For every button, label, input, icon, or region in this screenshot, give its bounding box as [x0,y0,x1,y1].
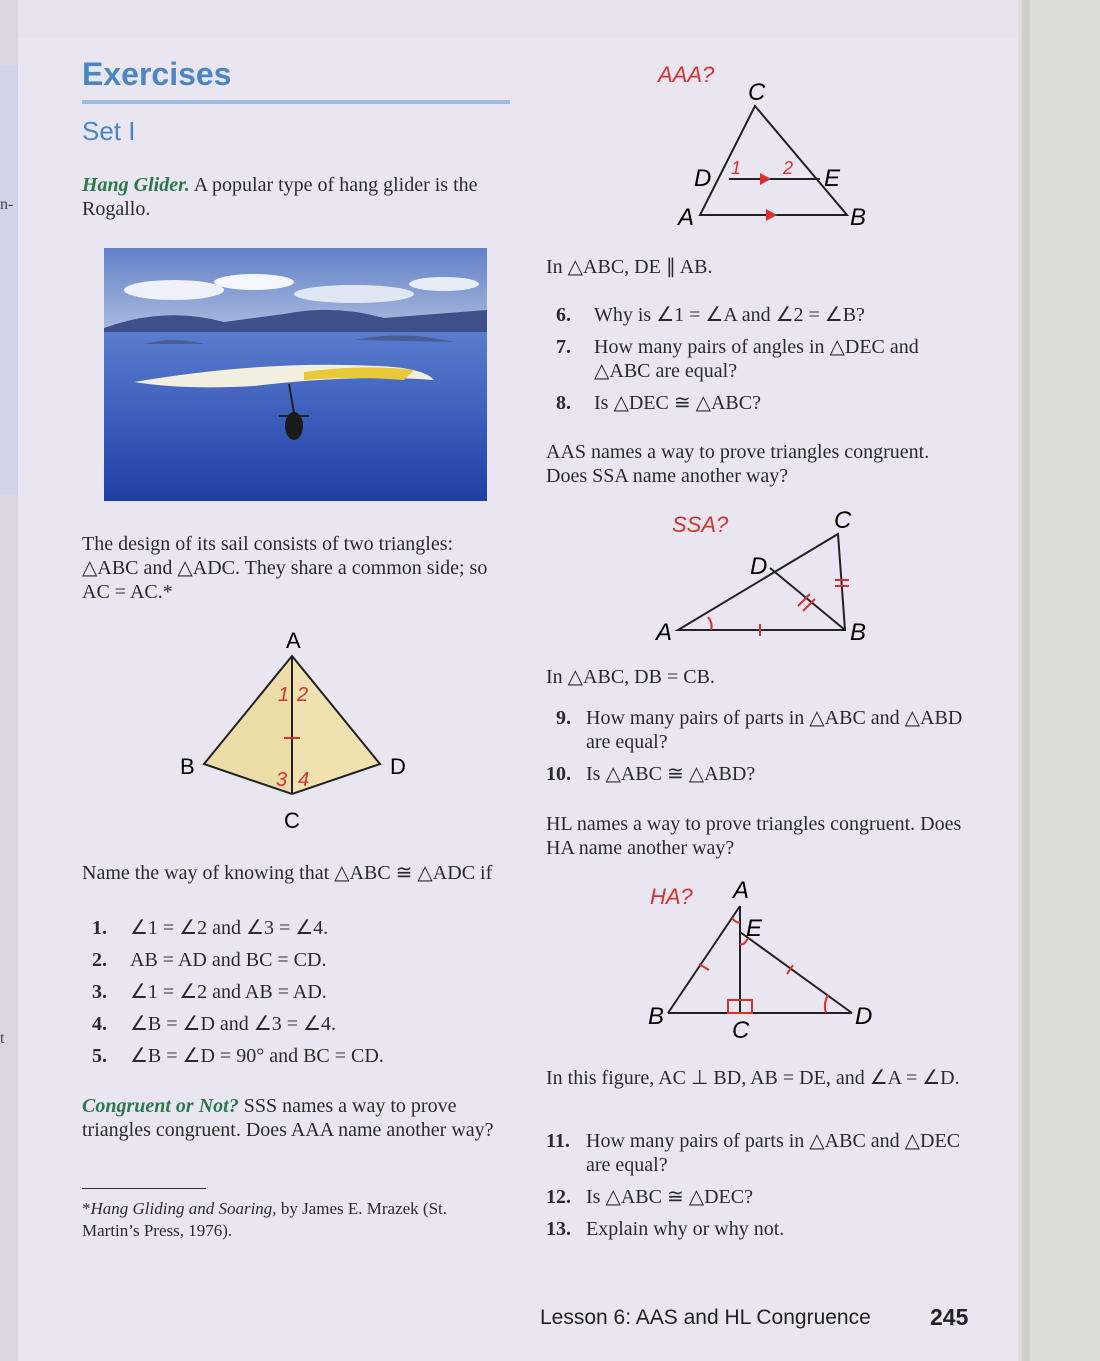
exercise-number: 11. [546,1130,570,1152]
ha-vertex-c: C [732,1017,750,1044]
ha-vertex-b: B [648,1003,665,1030]
exercise-text: Is △ABC ≅ △ABD? [586,763,756,785]
right-page-edge [1018,0,1100,1361]
angle-label-2: 2 [297,684,309,706]
exercise-text: Why is ∠1 = ∠A and ∠2 = ∠B? [594,304,865,326]
hl-paragraph: HL names a way to prove triangles congruent. Does HA name another way? [546,813,962,859]
kite-label-a: A [286,628,301,653]
aaa-diagram [640,56,880,236]
congruent-text: SSS names a way to prove triangles congruent. Does AAA name another way? [82,1095,494,1141]
ssa-caption: In △ABC, DB = CB. [546,666,715,688]
exercise-text: AB = AD and BC = CD. [130,949,327,971]
hang-glider-lead: Hang Glider. [82,174,190,196]
margin-fragment: t [0,1030,5,1047]
kite-label-b: B [180,754,195,779]
ssa-diagram [650,502,890,652]
exercise-number: 9. [556,707,571,729]
lesson-footer: Lesson 6: AAS and HL Congruence [540,1306,871,1329]
section-heading: Exercises [82,56,232,92]
exercise-text: How many pairs of angles in △DEC and △ABC are equal? [594,336,919,382]
page-number: 245 [930,1304,969,1330]
ssa-vertex-d: D [750,553,768,580]
aaa-vertex-d: D [694,165,712,192]
angle-label-1: 1 [278,684,290,706]
exercise-text: ∠1 = ∠2 and ∠3 = ∠4. [130,917,329,939]
exercise-item [546,1217,976,1241]
aaa-angle-1: 1 [731,158,742,178]
exercise-number: 7. [556,336,571,358]
exercise-number: 1. [92,917,107,939]
aaa-angle-2: 2 [783,158,794,178]
exercise-text: How many pairs of parts in △ABC and △DEC are equal? [586,1130,961,1176]
exercise-number: 12. [546,1186,571,1208]
angle-label-3: 3 [276,769,288,791]
exercise-number: 2. [92,949,107,971]
aaa-vertex-a: A [678,204,695,231]
angle-label-4: 4 [298,769,310,791]
exercise-item [92,1044,512,1068]
sail-paragraph: The design of its sail consists of two triangles: △ABC and △ADC. They share a common side; so AC = AC.* [82,533,488,603]
exercise-text: ∠B = ∠D and ∠3 = ∠4. [130,1013,336,1035]
exercise-number: 13. [546,1218,571,1240]
aaa-vertex-b: B [850,204,867,231]
footnote-title: Hang Gliding and Soaring, [90,1199,277,1218]
hang-glider-text: A popular type of hang glider is the Rogallo. [82,174,478,220]
exercise-item [92,1012,512,1036]
ssa-vertex-b: B [850,619,867,646]
exercise-item [546,1185,976,1209]
heading-rule [82,100,510,104]
exercise-number: 5. [92,1045,107,1067]
exercise-text: Is △DEC ≅ △ABC? [594,392,761,414]
set-title: Set I [82,116,136,146]
ssa-vertex-a: A [656,619,673,646]
ha-vertex-a: A [733,877,750,904]
exercise-text: ∠B = ∠D = 90° and BC = CD. [130,1045,384,1067]
exercise-item [92,948,512,972]
exercise-list-9-10 [546,706,976,794]
aaa-label: AAA? [658,62,715,87]
margin-fragment: n- [0,196,14,213]
ha-diagram [640,874,880,1044]
kite-label-d: D [390,754,406,779]
exercise-number: 4. [92,1013,107,1035]
exercise-list-1-5 [92,916,512,1076]
aas-paragraph: AAS names a way to prove triangles congruent. Does SSA name another way? [546,441,930,487]
exercise-item [92,916,512,940]
exercise-item [546,706,976,754]
ha-label: HA? [650,884,693,909]
hang-glider-photo [104,248,487,501]
kite-label-c: C [284,808,300,833]
footnote-mark: * [82,1199,91,1218]
ha-vertex-e: E [746,915,763,942]
aaa-vertex-c: C [748,79,766,106]
exercise-number: 8. [556,392,571,414]
exercise-number: 3. [92,981,107,1003]
aaa-vertex-e: E [824,165,841,192]
exercise-item [556,335,976,383]
congruent-paragraph [82,1094,512,1142]
exercise-item [546,762,976,786]
exercise-item [546,1129,976,1177]
footnote-text: by James E. Mrazek (St. Martin’s Press, 1976). [82,1199,447,1240]
exercise-item [556,303,976,327]
exercise-text: Explain why or why not. [586,1218,785,1240]
name-way-paragraph: Name the way of knowing that △ABC ≅ △ADC if [82,862,493,884]
hang-glider-paragraph [82,173,512,221]
exercise-number: 10. [546,763,571,785]
exercise-text: Is △ABC ≅ △DEC? [586,1186,753,1208]
ha-caption: In this figure, AC ⊥ BD, AB = DE, and ∠A = ∠D. [546,1067,960,1089]
exercise-text: ∠1 = ∠2 and AB = AD. [130,981,327,1003]
exercise-item [92,980,512,1004]
exercise-number: 6. [556,304,571,326]
ssa-vertex-c: C [834,507,852,534]
exercise-item [556,391,976,415]
ha-vertex-d: D [855,1003,873,1030]
footnote [82,1198,502,1242]
exercise-list-6-8 [556,303,976,423]
footnote-rule [82,1188,206,1189]
kite-diagram [170,624,420,834]
exercise-text: How many pairs of parts in △ABC and △ABD are equal? [586,707,963,753]
exercise-list-11-13 [546,1129,976,1249]
aaa-caption: In △ABC, DE ∥ AB. [546,256,713,278]
ssa-label: SSA? [672,512,729,537]
congruent-lead: Congruent or Not? [82,1095,239,1117]
